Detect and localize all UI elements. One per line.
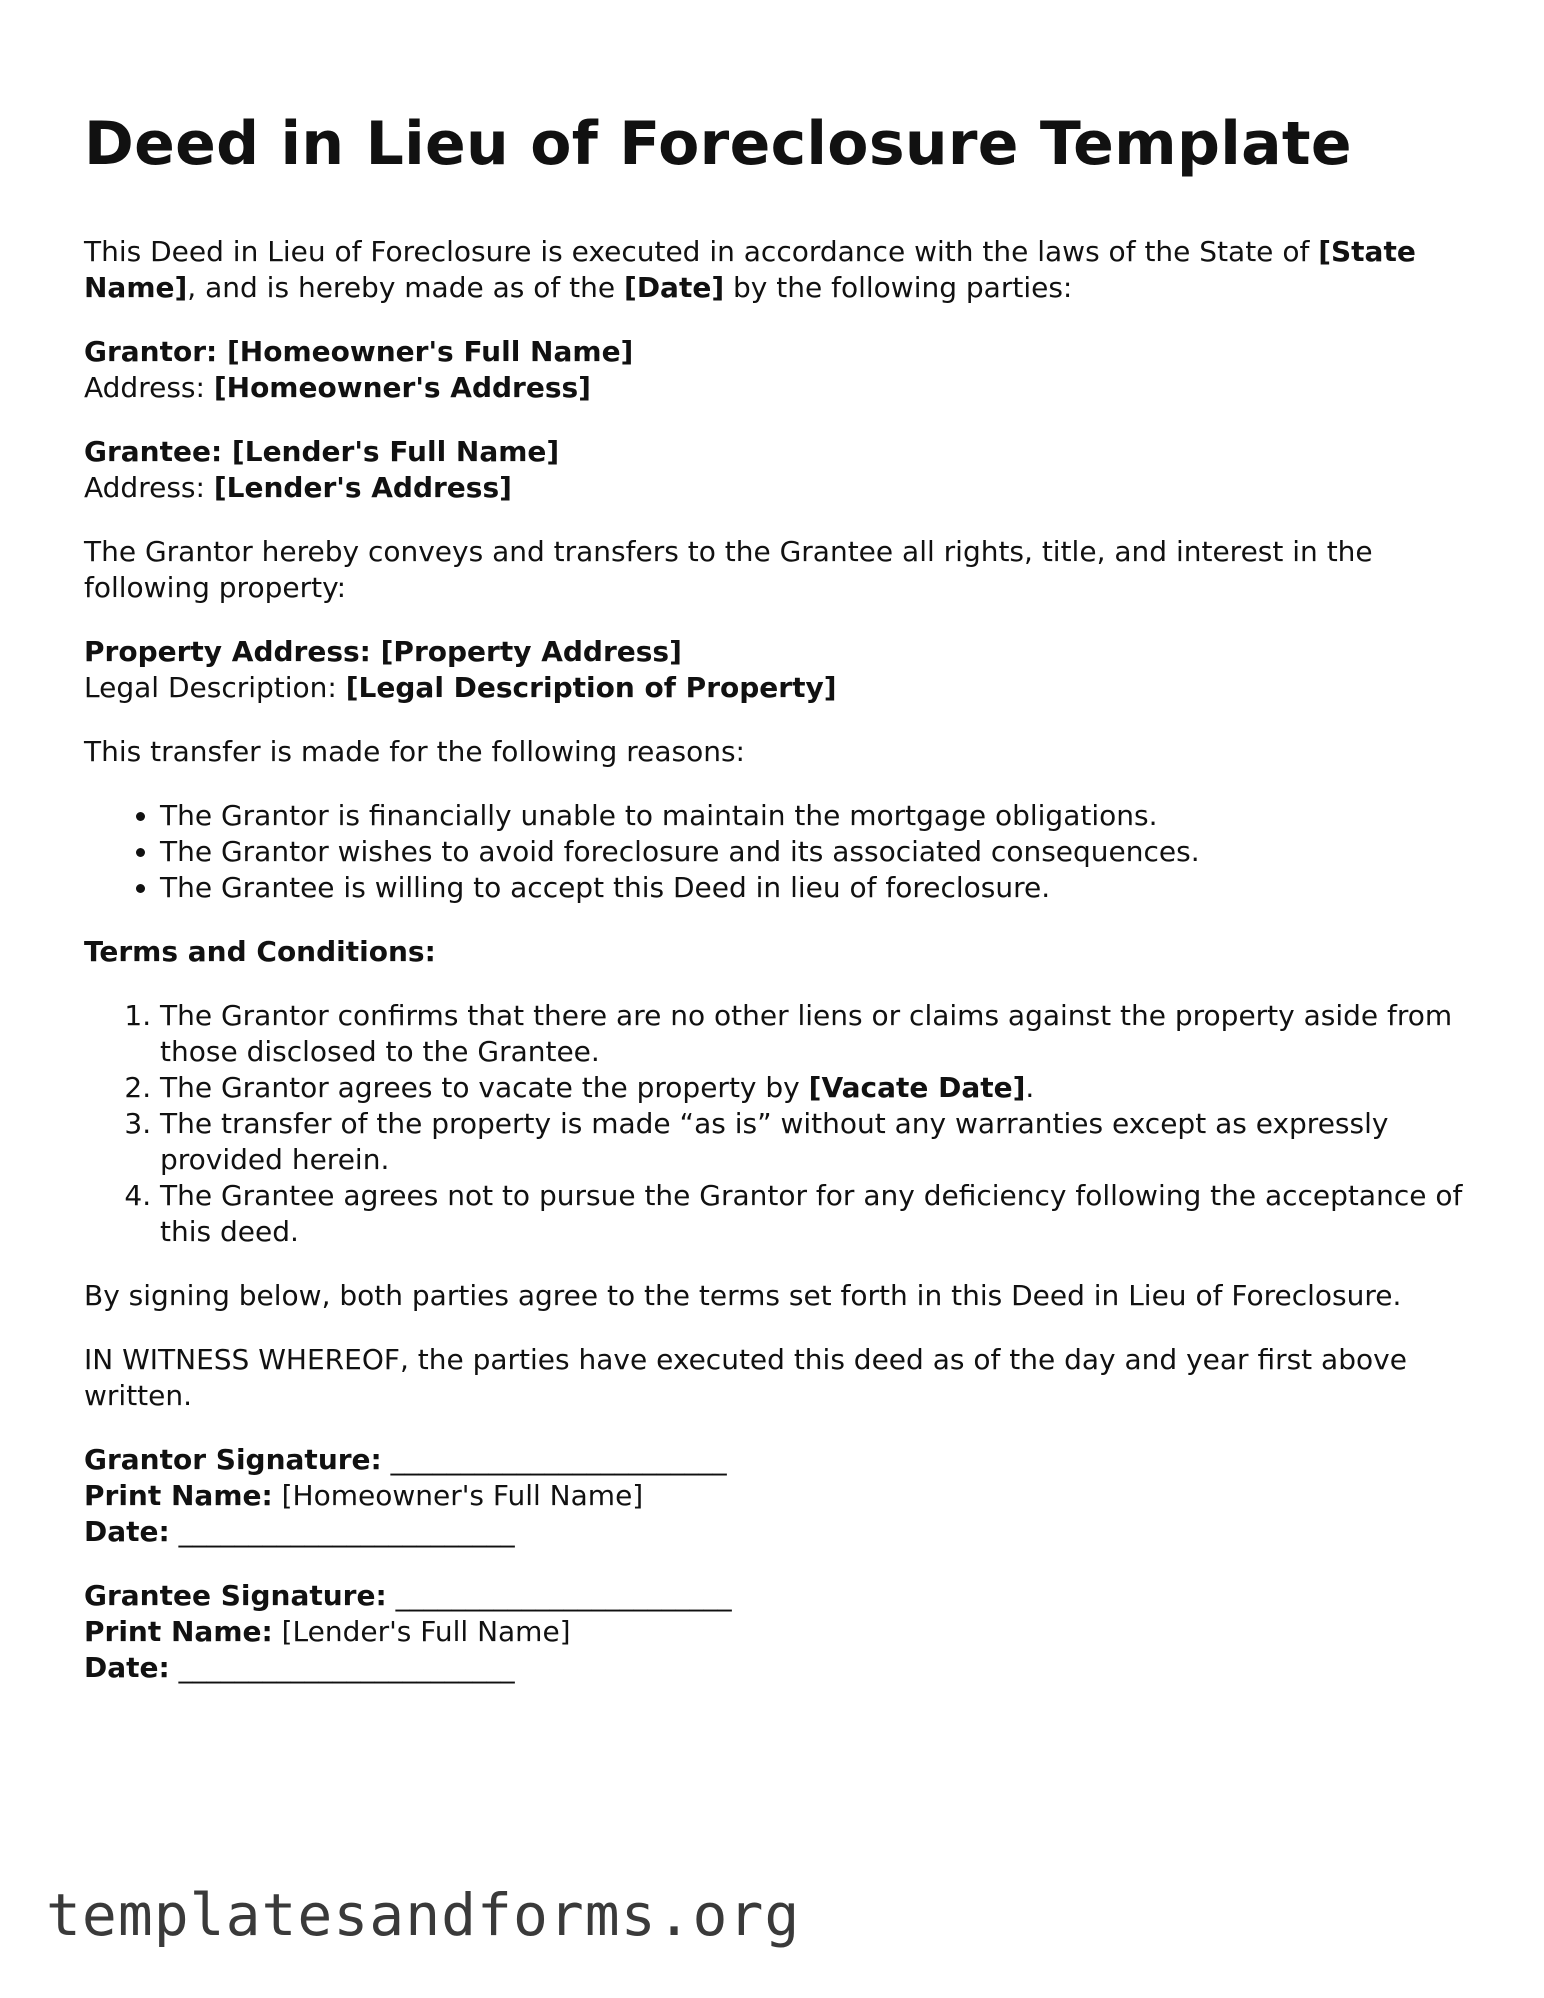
term-2-text: The Grantor agrees to vacate the property by [160,1071,809,1104]
reason-item: • The Grantee is willing to accept this Deed in lieu of foreclosure. [160,870,1464,906]
document-page [84,100,1464,1714]
grantee-address-label: Address: [84,471,214,504]
reasons-list [84,798,1464,906]
terms-heading: Terms and Conditions: [84,935,436,968]
conveyance-paragraph: The Grantor hereby conveys and transfers to the Grantee all rights, title, and interest in the following property: [84,535,1373,604]
grantor-date-line[interactable]: ________________________ [178,1515,515,1548]
grantor-block [84,334,1464,406]
term-item: 3. The transfer of the property is made “as is” without any warranties except as expressly provided herein. [160,1106,1464,1178]
term-item: 4. The Grantee agrees not to pursue the Grantor for any deficiency following the acceptance of this deed. [160,1178,1464,1250]
grantor-signature-label: Grantor Signature: [84,1443,382,1476]
grantor-address-label: Address: [84,371,214,404]
grantor-address-value: [Homeowner's Address] [213,371,591,404]
agreement-paragraph: By signing below, both parties agree to the terms set forth in this Deed in Lieu of Foreclosure. [84,1279,1402,1312]
grantor-signature-block [84,1442,1464,1550]
grantor-date-label: Date: [84,1515,170,1548]
grantee-date-line[interactable]: ________________________ [178,1651,515,1684]
grantor-label: Grantor: [Homeowner's Full Name] [84,335,634,368]
terms-list [84,998,1464,1250]
intro-text-1: This Deed in Lieu of Foreclosure is executed in accordance with the laws of the State of [84,235,1319,268]
state-placeholder: [State Name] [84,235,1416,304]
date-placeholder: [Date] [624,271,725,304]
vacate-date-placeholder: [Vacate Date] [808,1071,1026,1104]
grantee-label: Grantee: [Lender's Full Name] [84,435,560,468]
intro-text-3: by the following parties: [724,271,1073,304]
reason-item: • The Grantor is financially unable to maintain the mortgage obligations. [160,798,1464,834]
grantor-signature-line[interactable]: ________________________ [390,1443,727,1476]
witness-paragraph: IN WITNESS WHEREOF, the parties have executed this deed as of the day and year first above written. [84,1343,1407,1412]
grantee-signature-block [84,1578,1464,1686]
term-item: 1. The Grantor confirms that there are no other liens or claims against the property aside from those disclosed to the Grantee. [160,998,1464,1070]
grantee-signature-line[interactable]: ________________________ [395,1579,732,1612]
intro-paragraph [84,234,1464,306]
grantee-date-label: Date: [84,1651,170,1684]
document-title: Deed in Lieu of Foreclosure Template [84,109,1352,179]
legal-description-value: [Legal Description of Property] [345,671,837,704]
property-address: Property Address: [Property Address] [84,635,682,668]
grantor-print-name-value: [Homeowner's Full Name] [281,1479,644,1512]
reasons-intro: This transfer is made for the following reasons: [84,735,745,768]
grantee-print-name-value: [Lender's Full Name] [281,1615,571,1648]
term-item [160,1070,1464,1106]
term-2-end: . [1025,1071,1035,1104]
legal-description-label: Legal Description: [84,671,346,704]
site-watermark: templatesandforms.org [46,1881,801,1949]
reason-item: • The Grantor wishes to avoid foreclosure and its associated consequences. [160,834,1464,870]
grantee-block [84,434,1464,506]
grantee-print-name-label: Print Name: [84,1615,273,1648]
grantor-print-name-label: Print Name: [84,1479,273,1512]
property-block [84,634,1464,706]
grantee-address-value: [Lender's Address] [213,471,512,504]
intro-text-2: , and is hereby made as of the [187,271,625,304]
grantee-signature-label: Grantee Signature: [84,1579,387,1612]
